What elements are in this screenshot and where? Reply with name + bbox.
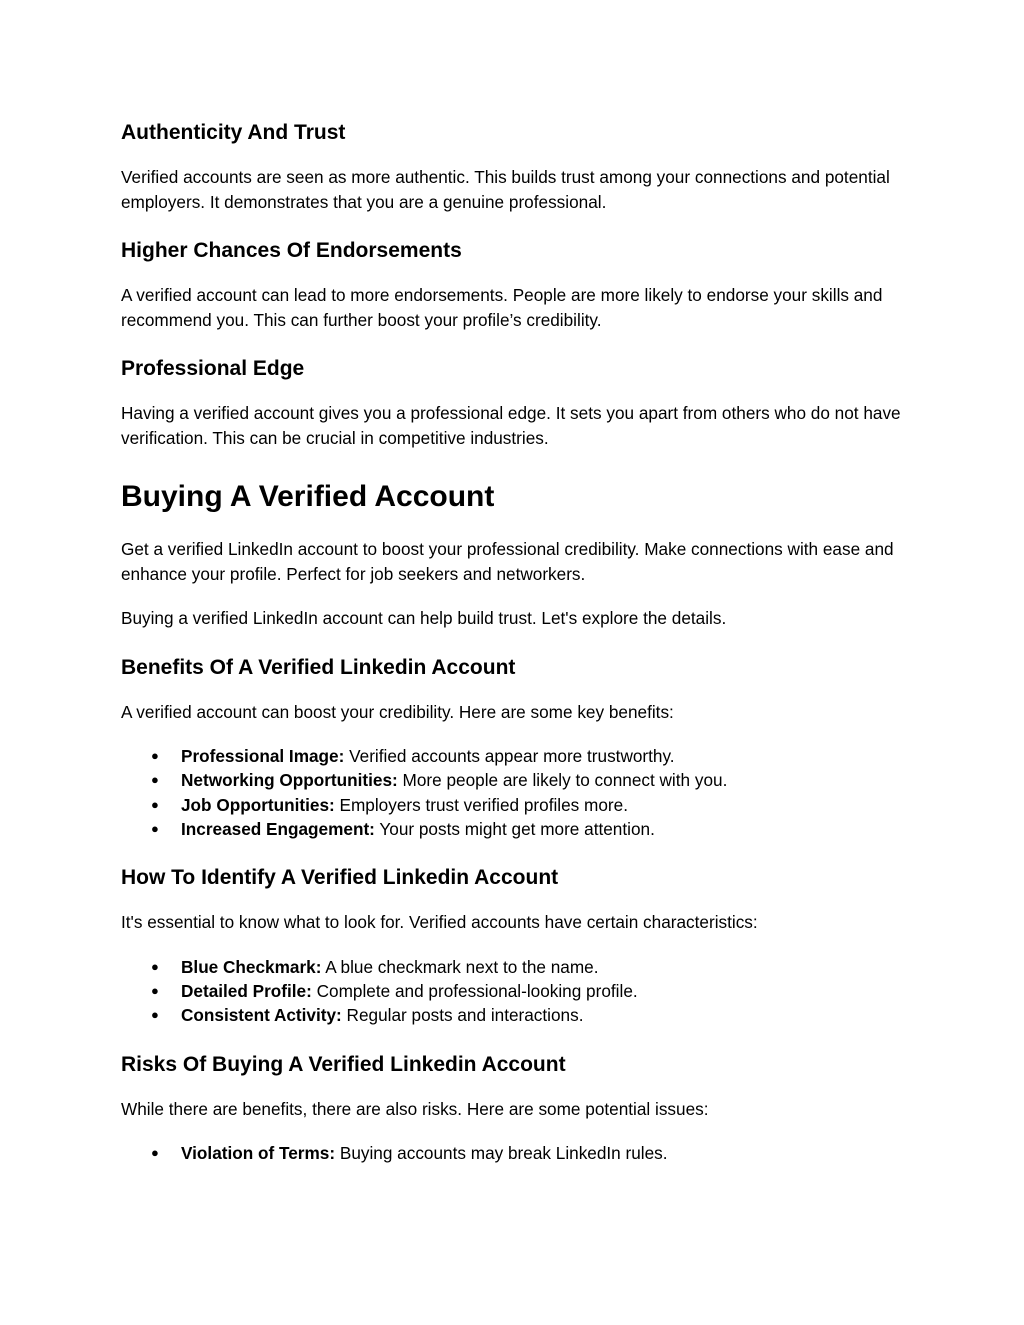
- list-item-text: Verified accounts appear more trustworthy.: [344, 746, 675, 766]
- list-item: [121, 744, 911, 768]
- list-item-text: Complete and professional-looking profile.: [311, 980, 638, 1001]
- heading-authenticity: Authenticity And Trust: [121, 121, 346, 144]
- document-content: [121, 118, 911, 1165]
- list-item: [121, 793, 911, 817]
- list-item-text: Buying accounts may break LinkedIn rules.: [335, 1143, 668, 1164]
- heading-professional-edge: Professional Edge: [121, 357, 305, 380]
- paragraph-professional-edge: Having a verified account gives you a professional edge. It sets you apart from others who do not have verification. This can be crucial in competitive industries.: [121, 403, 901, 448]
- list-item: [121, 1141, 911, 1165]
- list-item: [121, 1003, 911, 1027]
- bullet-icon: ●: [151, 982, 159, 998]
- list-item: [121, 768, 911, 792]
- bullet-icon: ●: [151, 1007, 159, 1023]
- list-item-label: Increased Engagement:: [181, 818, 375, 839]
- heading-endorsements: Higher Chances Of Endorsements: [121, 239, 462, 262]
- heading-identify: How To Identify A Verified Linkedin Account: [121, 866, 559, 890]
- bullet-icon: ●: [151, 748, 159, 763]
- bullet-icon: ●: [151, 1145, 159, 1161]
- risks-list: [121, 1141, 911, 1165]
- list-item-label: Blue Checkmark:: [181, 956, 322, 977]
- list-item-text: Regular posts and interactions.: [341, 1005, 584, 1026]
- list-item-label: Detailed Profile:: [181, 980, 312, 1001]
- list-item-text: More people are likely to connect with you.: [397, 770, 728, 791]
- bullet-icon: ●: [151, 820, 159, 836]
- heading-risks: Risks Of Buying A Verified Linkedin Account: [121, 1052, 566, 1076]
- main-title: Buying A Verified Account: [121, 480, 495, 513]
- list-item-text: A blue checkmark next to the name.: [321, 956, 599, 977]
- bullet-icon: ●: [151, 796, 159, 812]
- list-item: [121, 955, 911, 979]
- list-item-text: Your posts might get more attention.: [374, 818, 655, 839]
- paragraph-authenticity: Verified accounts are seen as more authentic. This builds trust among your connections and potential employers. It demonstrates that you are a genuine professional.: [121, 167, 890, 212]
- list-item-label: Networking Opportunities:: [181, 770, 398, 791]
- benefits-list: [121, 744, 911, 841]
- paragraph-risks: While there are benefits, there are also risks. Here are some potential issues:: [121, 1098, 709, 1119]
- list-item-label: Violation of Terms:: [181, 1143, 336, 1164]
- list-item: [121, 979, 911, 1003]
- list-item-label: Professional Image:: [181, 746, 345, 766]
- bullet-icon: ●: [151, 772, 159, 788]
- heading-benefits: Benefits Of A Verified Linkedin Account: [121, 655, 516, 679]
- list-item: [121, 817, 911, 841]
- identify-list: [121, 955, 911, 1028]
- paragraph-endorsements: A verified account can lead to more endorsements. People are more likely to endorse your skills and recommend you. This can further boost your profile’s credibility.: [121, 285, 883, 330]
- main-intro: Get a verified LinkedIn account to boost your professional credibility. Make connections with ease and enhance your profile. Perfect for job seekers and networkers.: [121, 539, 894, 584]
- paragraph-benefits: A verified account can boost your credibility. Here are some key benefits:: [121, 701, 674, 722]
- list-item-label: Job Opportunities:: [181, 794, 335, 815]
- paragraph-identify: It's essential to know what to look for. Verified accounts have certain characteristics:: [121, 912, 758, 933]
- list-item-text: Employers trust verified profiles more.: [334, 794, 628, 815]
- bullet-icon: ●: [151, 958, 159, 974]
- list-item-label: Consistent Activity:: [181, 1005, 342, 1026]
- main-intro-2: Buying a verified LinkedIn account can help build trust. Let's explore the details.: [121, 608, 727, 628]
